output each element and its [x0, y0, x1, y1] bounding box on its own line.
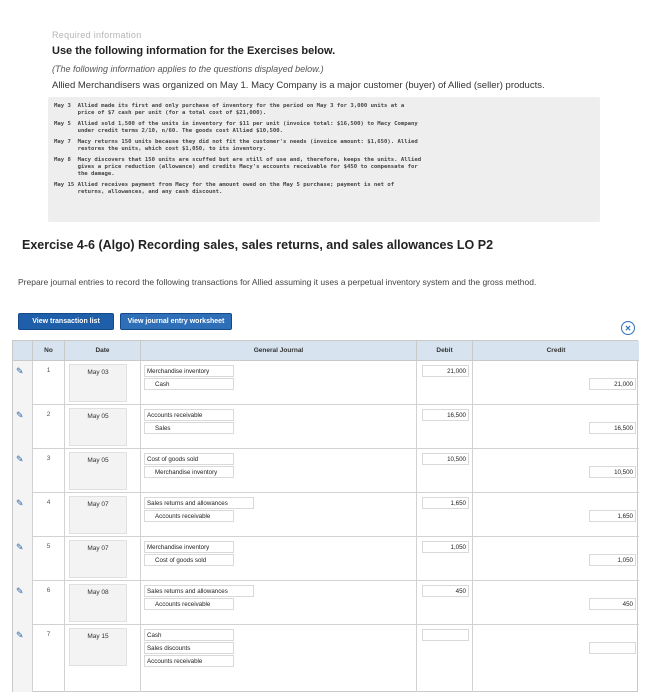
credit-amount-field[interactable] [589, 642, 636, 654]
transaction-line: gives a price reduction (allowance) and credits Macy's accounts receivable for $450 to compensate for [54, 164, 418, 170]
edit-cell[interactable] [13, 449, 33, 493]
debit-account-field[interactable]: Accounts receivable [144, 409, 234, 421]
transaction-line: price of $7 cash per unit (for a total cost of $21,000). [54, 110, 267, 116]
transaction-line: May 7 Macy returns 150 units because they did not fit the customer's needs (invoice amount: $1,650). Allied [54, 139, 418, 145]
date-select[interactable]: May 08 [69, 584, 127, 622]
pencil-icon[interactable]: ✎ [16, 410, 24, 420]
transaction-line: May 15 Allied receives payment from Macy for the amount owed on the May 5 purchase; payment is net of [54, 182, 395, 188]
row-number: 5 [46, 543, 51, 550]
date-select[interactable]: May 07 [69, 540, 127, 578]
table-row [13, 625, 639, 692]
date-select[interactable]: May 05 [69, 452, 127, 490]
header-edit [13, 341, 33, 361]
header-debit: Debit [417, 341, 473, 361]
credit-amount-field[interactable]: 450 [589, 598, 636, 610]
edit-cell[interactable] [13, 537, 33, 581]
debit-account-field[interactable]: Merchandise inventory [144, 365, 234, 377]
row-number: 6 [46, 587, 51, 594]
third-account-field[interactable]: Accounts receivable [144, 655, 234, 667]
table-row [13, 361, 639, 405]
credit-amount-field[interactable]: 10,500 [589, 466, 636, 478]
pencil-icon[interactable]: ✎ [16, 586, 24, 596]
credit-amount-field[interactable]: 16,500 [589, 422, 636, 434]
credit-account-field[interactable]: Sales discounts [144, 642, 234, 654]
debit-account-field[interactable]: Merchandise inventory [144, 541, 234, 553]
debit-amount-field[interactable]: 16,500 [422, 409, 469, 421]
credit-account-field[interactable]: Accounts receivable [144, 510, 234, 522]
debit-account-field[interactable]: Sales returns and allowances [144, 497, 254, 509]
intro-lead: Allied Merchandisers was organized on May 1. Macy Company is a major customer (buyer) of Allied (seller) products. [52, 80, 545, 91]
date-select[interactable]: May 07 [69, 496, 127, 534]
table-row [13, 449, 639, 493]
date-select[interactable]: May 05 [69, 408, 127, 446]
pencil-icon[interactable]: ✎ [16, 366, 24, 376]
credit-amount-field[interactable]: 1,050 [589, 554, 636, 566]
edit-cell[interactable] [13, 405, 33, 449]
header-general-journal: General Journal [141, 341, 417, 361]
credit-amount-field[interactable]: 21,000 [589, 378, 636, 390]
header-credit: Credit [473, 341, 639, 361]
exercise-title: Exercise 4-6 (Algo) Recording sales, sales returns, and sales allowances LO P2 [22, 238, 494, 252]
close-icon[interactable]: ✕ [621, 321, 635, 335]
credit-account-field[interactable]: Cost of goods sold [144, 554, 234, 566]
debit-amount-field[interactable] [422, 629, 469, 641]
pencil-icon[interactable]: ✎ [16, 498, 24, 508]
debit-amount-field[interactable]: 1,050 [422, 541, 469, 553]
view-journal-worksheet-button[interactable]: View journal entry worksheet [120, 313, 232, 330]
edit-cell[interactable] [13, 493, 33, 537]
intro-title: Use the following information for the Exercises below. [52, 45, 336, 57]
table-row [13, 537, 639, 581]
journal-table [12, 340, 638, 692]
row-number: 3 [46, 455, 51, 462]
pencil-icon[interactable]: ✎ [16, 630, 24, 640]
row-number: 1 [46, 367, 51, 374]
pencil-icon[interactable]: ✎ [16, 542, 24, 552]
row-number: 7 [46, 631, 51, 638]
transactions-info-box [48, 97, 600, 222]
credit-amount-field[interactable]: 1,650 [589, 510, 636, 522]
transaction-line: May 8 Macy discovers that 150 units are scuffed but are still of use and, therefore, keeps the units. Allied [54, 157, 422, 163]
edit-cell[interactable] [13, 361, 33, 405]
header-no: No [33, 341, 65, 361]
debit-amount-field[interactable]: 450 [422, 585, 469, 597]
transaction-line: May 5 Allied sold 1,500 of the units in inventory for $11 per unit (invoice total: $16,500) to Macy Company [54, 121, 418, 127]
debit-account-field[interactable]: Cash [144, 629, 234, 641]
pencil-icon[interactable]: ✎ [16, 454, 24, 464]
required-information-label: Required information [52, 30, 142, 40]
debit-amount-field[interactable]: 1,650 [422, 497, 469, 509]
credit-account-field[interactable]: Merchandise inventory [144, 466, 234, 478]
header-date: Date [65, 341, 141, 361]
exercise-description: Prepare journal entries to record the following transactions for Allied assuming it uses a perpetual inventory system and the gross method. [18, 277, 537, 287]
edit-cell[interactable] [13, 625, 33, 692]
transaction-line: returns, allowances, and any cash discount. [54, 189, 223, 195]
credit-account-field[interactable]: Cash [144, 378, 234, 390]
row-number: 2 [46, 411, 51, 418]
credit-account-field[interactable]: Accounts receivable [144, 598, 234, 610]
debit-amount-field[interactable]: 21,000 [422, 365, 469, 377]
transaction-line: May 3 Allied made its first and only purchase of inventory for the period on May 3 for 3,000 units at a [54, 103, 405, 109]
debit-account-field[interactable]: Sales returns and allowances [144, 585, 254, 597]
transaction-line: restores the units, which cost $1,050, to its inventory. [54, 146, 267, 152]
credit-account-field[interactable]: Sales [144, 422, 234, 434]
table-row [13, 405, 639, 449]
table-row [13, 581, 639, 625]
transaction-line: under credit terms 2/10, n/60. The goods cost Allied $10,500. [54, 128, 284, 134]
date-select[interactable]: May 15 [69, 628, 127, 666]
transaction-line: the damage. [54, 171, 115, 177]
debit-account-field[interactable]: Cost of goods sold [144, 453, 234, 465]
row-number: 4 [46, 499, 51, 506]
intro-note: (The following information applies to the questions displayed below.) [52, 64, 324, 74]
date-select[interactable]: May 03 [69, 364, 127, 402]
table-row [13, 493, 639, 537]
debit-amount-field[interactable]: 10,500 [422, 453, 469, 465]
view-transaction-list-button[interactable]: View transaction list [18, 313, 114, 330]
edit-cell[interactable] [13, 581, 33, 625]
